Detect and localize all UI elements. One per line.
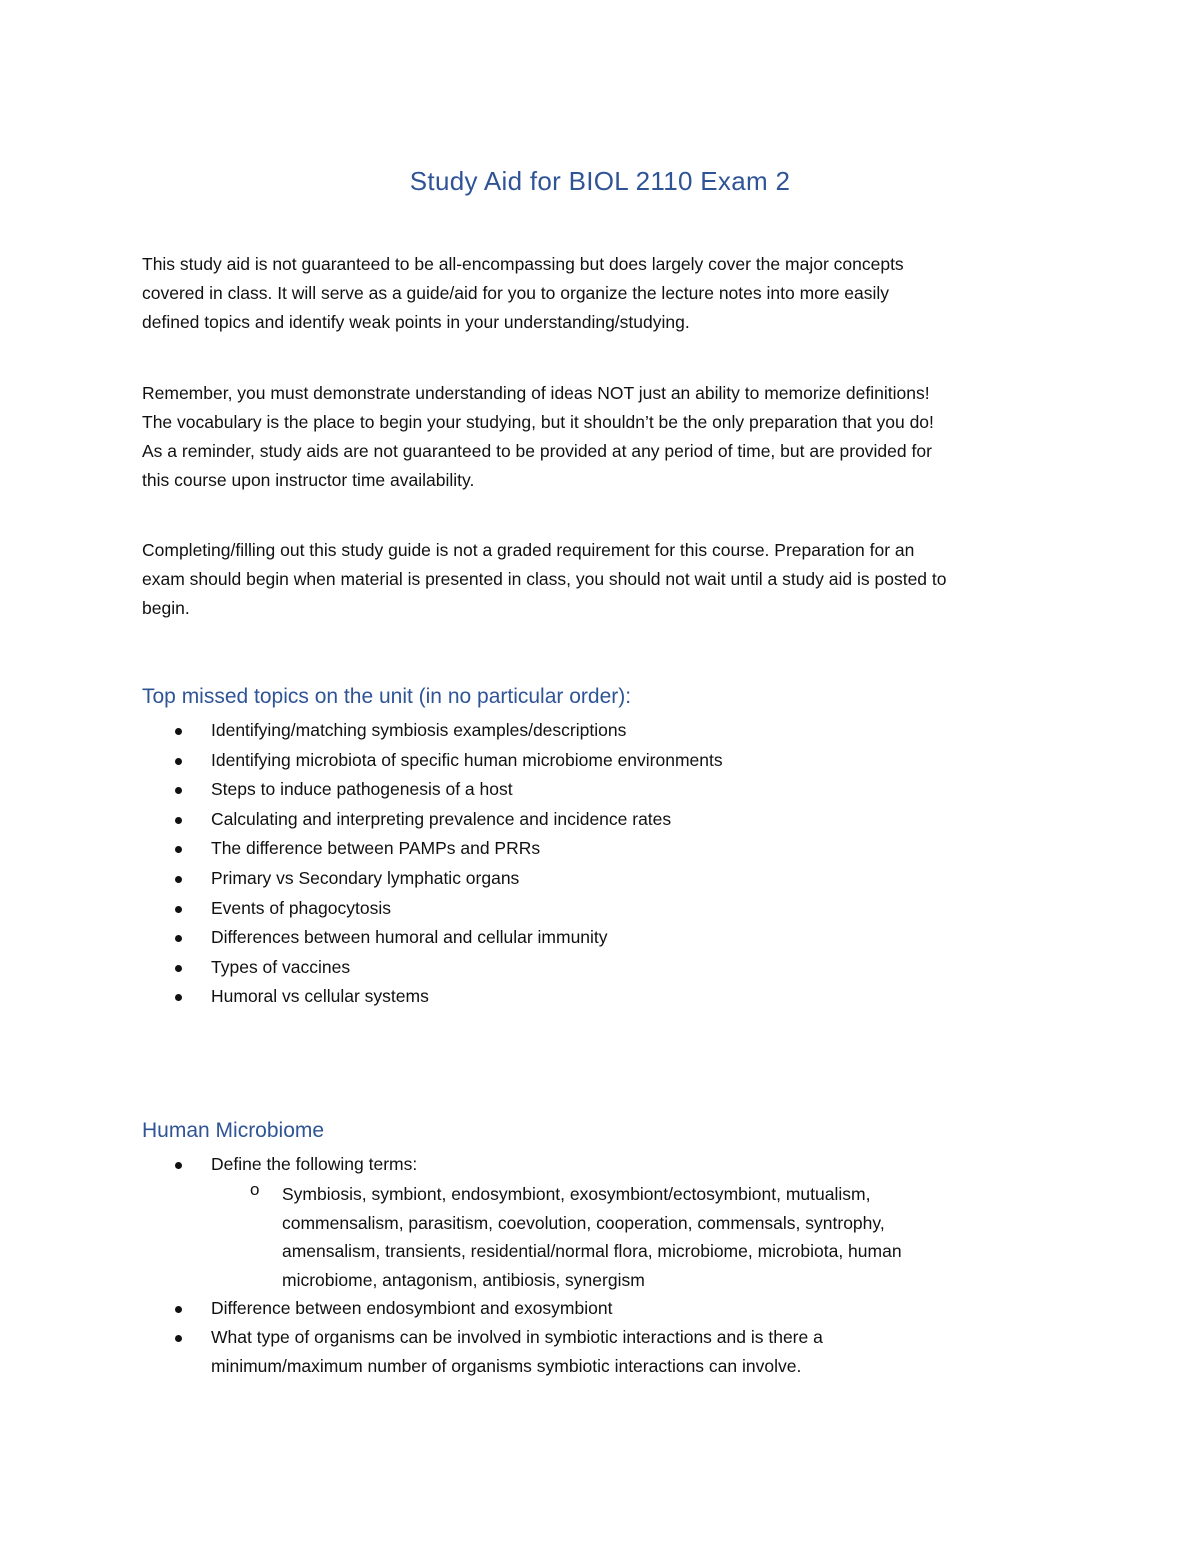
terms-line: commensalism, parasitism, coevolution, cooperation, commensals, syntrophy,: [282, 1212, 885, 1233]
bullet-icon: [175, 846, 182, 853]
item-line: What type of organisms can be involved in symbiotic interactions and is there a: [211, 1327, 823, 1347]
intro-paragraph-2: [142, 379, 1057, 495]
paragraph-line: begin.: [142, 598, 190, 618]
paragraph-line: Completing/filling out this study guide is not a graded requirement for this course. Preparation for an: [142, 540, 915, 560]
paragraph-line: defined topics and identify weak points in your understanding/studying.: [142, 312, 690, 332]
list-item: Identifying microbiota of specific human microbiome environments: [142, 746, 723, 776]
bullet-icon: [175, 935, 182, 942]
bullet-icon: [175, 906, 182, 913]
bullet-icon: [175, 817, 182, 824]
terms-line: microbiome, antagonism, antibiosis, synergism: [282, 1269, 645, 1290]
list-item: Primary vs Secondary lymphatic organs: [142, 864, 723, 894]
bullet-icon: [175, 728, 182, 735]
bullet-icon: [175, 965, 182, 972]
list-item: Humoral vs cellular systems: [142, 982, 723, 1012]
paragraph-line: Remember, you must demonstrate understanding of ideas NOT just an ability to memorize definitions!: [142, 383, 930, 403]
bullet-icon: [175, 1335, 182, 1342]
bullet-icon: [175, 1306, 182, 1313]
bullet-icon: [175, 758, 182, 765]
bullet-icon: [175, 994, 182, 1001]
bullet-icon: [175, 787, 182, 794]
bullet-icon: [175, 876, 182, 883]
document-page: Study Aid for BIOL 2110 Exam 2 This study aid is not guaranteed to be all-encompassing but does largely cover the major concepts covered in class. It will serve as a guide/aid for you to organize the lecture notes into more easily defined topics and identify weak points in your understanding/studying. Remember, you must demonstrate understanding of ideas NOT just an ability to memorize definitions! The vocabulary is the place to begin your studying, but it shouldn’t be the only preparation that you do! As a reminder, study aids are not guaranteed to be provided at any period of time, but are provided for this course upon instructor time availability. Completing/filling out this study guide is not a graded requirement for this course. Preparation for an exam should begin when material is presented in class, you should not wait until a study aid is posted to begin. Top missed topics on the unit (in no particular order): Identifying/matching symbiosis examples/descriptions Identifying microbiota of specific human microbiome environments Steps to induce pathogenesis of a host Calculating and interpreting prevalence and incidence rates The difference between PAMPs and PRRs Primary vs Secondary lymphatic organs Events of phagocytosis Differences between humoral and cellular immunity Types of vaccines Humoral vs cellular systems Human Microbiome Define the following terms: o Symbiosis, symbiont, endosymbiont, exosymbiont/ectosymbiont, mutualism, commensalism, parasitism, coevolution, cooperation, commensals, syntrophy, amensalism, transients, residential/normal flora, microbiome, microbiota, human microbiome, antagonism, antibiosis, synergism Difference between endosymbiont and exosymbiont What type of organisms can be involved in symbiotic interactions and is there a minimum/maximum number of organisms symbiotic interactions can involve.: [0, 0, 1200, 1553]
intro-paragraph-1: [142, 250, 1057, 337]
top-missed-list: [142, 716, 723, 1012]
list-item: Calculating and interpreting prevalence and incidence rates: [142, 805, 723, 835]
paragraph-line: As a reminder, study aids are not guaranteed to be provided at any period of time, but are provided for: [142, 441, 932, 461]
intro-paragraph-3: [142, 536, 1057, 623]
bullet-icon: [175, 1162, 182, 1169]
list-item: Identifying/matching symbiosis examples/descriptions: [142, 716, 723, 746]
list-item: Steps to induce pathogenesis of a host: [142, 775, 723, 805]
terms-list: [282, 1180, 902, 1294]
paragraph-line: The vocabulary is the place to begin your studying, but it shouldn’t be the only preparation that you do!: [142, 412, 934, 432]
list-item: Types of vaccines: [142, 953, 723, 983]
document-title: Study Aid for BIOL 2110 Exam 2: [409, 166, 791, 196]
terms-line: Symbiosis, symbiont, endosymbiont, exosymbiont/ectosymbiont, mutualism,: [282, 1184, 871, 1204]
sub-bullet-icon: o: [250, 1180, 260, 1199]
paragraph-line: covered in class. It will serve as a guide/aid for you to organize the lecture notes into more easily: [142, 283, 890, 303]
list-item: Events of phagocytosis: [142, 894, 723, 924]
terms-line: amensalism, transients, residential/normal flora, microbiome, microbiota, human: [282, 1241, 902, 1261]
item-line: minimum/maximum number of organisms symbiotic interactions can involve.: [211, 1356, 802, 1376]
list-item: Differences between humoral and cellular immunity: [142, 923, 723, 953]
list-item: The difference between PAMPs and PRRs: [142, 834, 723, 864]
paragraph-line: This study aid is not guaranteed to be all-encompassing but does largely cover the major concepts: [142, 254, 904, 274]
paragraph-line: this course upon instructor time availability.: [142, 470, 475, 490]
top-missed-heading: Top missed topics on the unit (in no particular order):: [142, 685, 632, 708]
paragraph-line: exam should begin when material is presented in class, you should not wait until a study aid is posted to: [142, 569, 947, 589]
human-microbiome-heading: Human Microbiome: [142, 1119, 325, 1142]
